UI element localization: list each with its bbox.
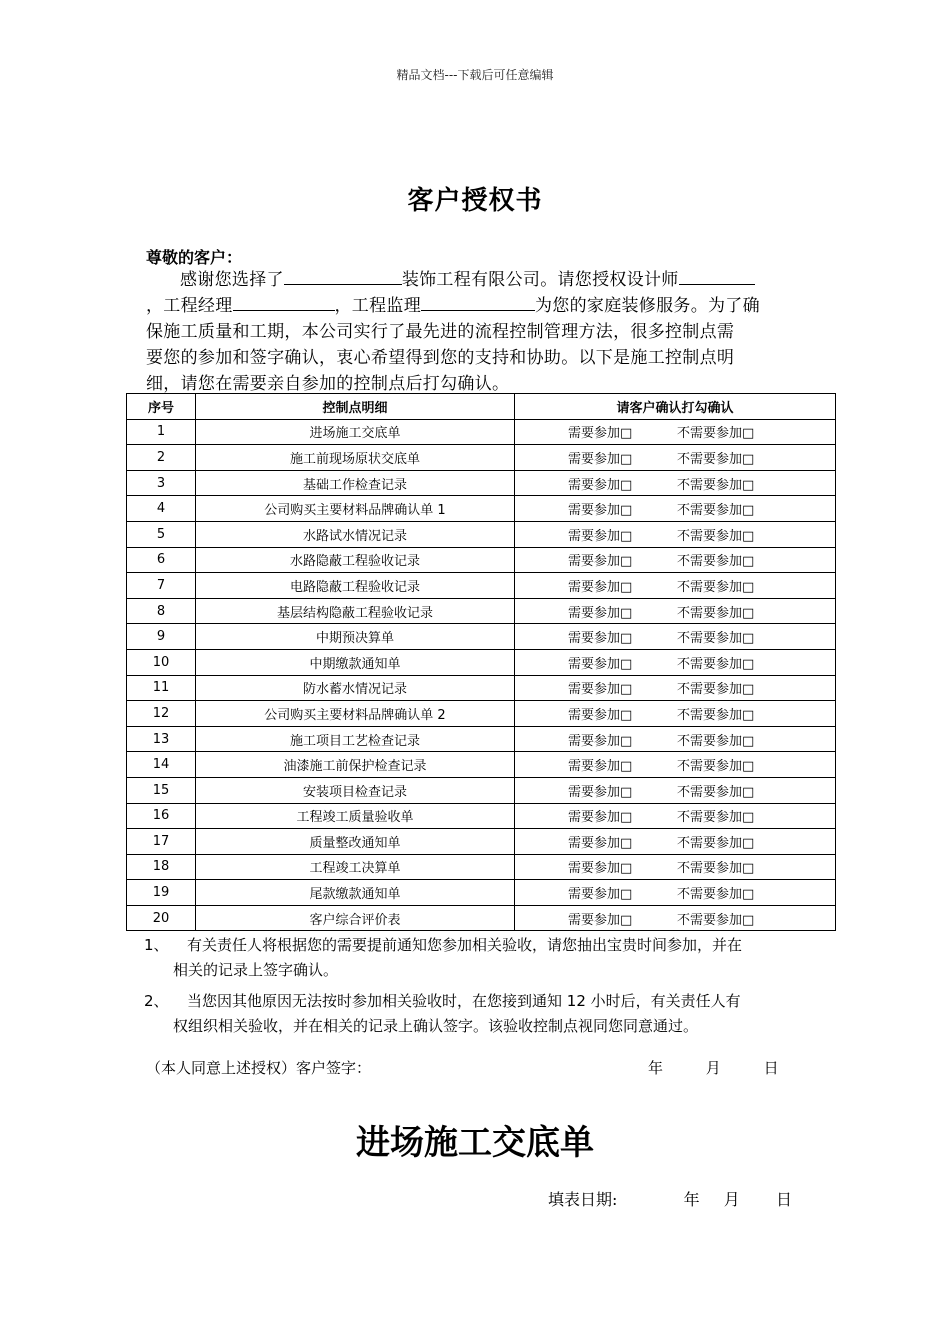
note-number: 1、 (144, 936, 169, 954)
signature-day: 日 (763, 1059, 779, 1077)
row-control-point: 施工前现场原状交底单 (196, 445, 515, 471)
table-row (127, 777, 836, 803)
table-row (127, 880, 836, 906)
need-attend-checkbox[interactable]: 需要参加□ (568, 707, 633, 723)
row-control-point: 中期预决算单 (196, 624, 515, 650)
row-control-point: 尾款缴款通知单 (196, 880, 515, 906)
row-confirm-options (515, 880, 836, 906)
need-attend-checkbox[interactable]: 需要参加□ (568, 810, 633, 826)
row-control-point: 安装项目检查记录 (196, 777, 515, 803)
manager-name-blank[interactable] (233, 294, 335, 311)
designer-name-blank[interactable] (679, 268, 755, 285)
no-need-attend-checkbox[interactable]: 不需要参加□ (677, 477, 755, 493)
row-control-point: 公司购买主要材料品牌确认单 2 (196, 701, 515, 727)
need-attend-checkbox[interactable]: 需要参加□ (568, 759, 633, 775)
row-number: 20 (127, 905, 196, 931)
table-row (127, 573, 836, 599)
no-need-attend-checkbox[interactable]: 不需要参加□ (677, 784, 755, 800)
row-confirm-options (515, 675, 836, 701)
row-confirm-options (515, 649, 836, 675)
row-control-point: 水路试水情况记录 (196, 521, 515, 547)
row-control-point: 公司购买主要材料品牌确认单 1 (196, 496, 515, 522)
row-number: 18 (127, 854, 196, 880)
row-confirm-options (515, 803, 836, 829)
no-need-attend-checkbox[interactable]: 不需要参加□ (677, 707, 755, 723)
row-control-point: 客户综合评价表 (196, 905, 515, 931)
row-number: 15 (127, 777, 196, 803)
no-need-attend-checkbox[interactable]: 不需要参加□ (677, 759, 755, 775)
signature-year: 年 (648, 1059, 664, 1077)
note-item (144, 989, 824, 1039)
page-title: 客户授权书 (407, 186, 543, 216)
need-attend-checkbox[interactable]: 需要参加□ (568, 861, 633, 877)
row-number: 3 (127, 470, 196, 496)
note-text: 有关责任人将根据您的需要提前通知您参加相关验收，请您抽出宝贵时间参加，并在 (187, 936, 743, 954)
row-control-point: 防水蓄水情况记录 (196, 675, 515, 701)
header-no: 序号 (127, 394, 196, 420)
intro-text: ，工程经理 (146, 296, 233, 316)
need-attend-checkbox[interactable]: 需要参加□ (568, 528, 633, 544)
table-header-row (127, 394, 836, 420)
no-need-attend-checkbox[interactable]: 不需要参加□ (677, 503, 755, 519)
intro-line-4: 要您的参加和签字确认，衷心希望得到您的支持和协助。以下是施工控制点明 (146, 348, 735, 368)
intro-text: 装饰工程有限公司。请您授权设计师 (401, 270, 679, 290)
row-confirm-options (515, 777, 836, 803)
note-number: 2、 (144, 992, 169, 1010)
table-row (127, 445, 836, 471)
row-number: 1 (127, 419, 196, 445)
row-number: 6 (127, 547, 196, 573)
row-control-point: 施工项目工艺检查记录 (196, 726, 515, 752)
no-need-attend-checkbox[interactable]: 不需要参加□ (677, 451, 755, 467)
need-attend-checkbox[interactable]: 需要参加□ (568, 784, 633, 800)
row-confirm-options (515, 547, 836, 573)
intro-paragraph (146, 267, 816, 397)
no-need-attend-checkbox[interactable]: 不需要参加□ (677, 426, 755, 442)
row-number: 5 (127, 521, 196, 547)
need-attend-checkbox[interactable]: 需要参加□ (568, 554, 633, 570)
fill-date-day: 日 (776, 1190, 793, 1209)
row-confirm-options (515, 445, 836, 471)
row-number: 10 (127, 649, 196, 675)
need-attend-checkbox[interactable]: 需要参加□ (568, 605, 633, 621)
table-row (127, 829, 836, 855)
no-need-attend-checkbox[interactable]: 不需要参加□ (677, 733, 755, 749)
supervisor-name-blank[interactable] (421, 294, 535, 311)
row-confirm-options (515, 521, 836, 547)
table-row (127, 854, 836, 880)
need-attend-checkbox[interactable]: 需要参加□ (568, 477, 633, 493)
table-row (127, 521, 836, 547)
fill-date-month: 月 (723, 1190, 740, 1209)
company-name-blank[interactable] (284, 268, 402, 285)
control-points-table (126, 393, 836, 931)
row-number: 13 (127, 726, 196, 752)
row-control-point: 中期缴款通知单 (196, 649, 515, 675)
row-confirm-options (515, 752, 836, 778)
intro-line-1 (146, 267, 816, 293)
table-row (127, 752, 836, 778)
intro-text: ，工程监理 (334, 296, 421, 316)
table-row (127, 547, 836, 573)
no-need-attend-checkbox[interactable]: 不需要参加□ (677, 887, 755, 903)
signature-month: 月 (705, 1059, 721, 1077)
signature-label: （本人同意上述授权）客户签字： (146, 1059, 372, 1077)
need-attend-checkbox[interactable]: 需要参加□ (568, 451, 633, 467)
no-need-attend-checkbox[interactable]: 不需要参加□ (677, 656, 755, 672)
fill-date-label: 填表日期: (548, 1190, 618, 1209)
row-confirm-options (515, 496, 836, 522)
row-confirm-options (515, 726, 836, 752)
note-item (144, 933, 824, 983)
row-number: 8 (127, 598, 196, 624)
table-row (127, 470, 836, 496)
no-need-attend-checkbox[interactable]: 不需要参加□ (677, 528, 755, 544)
row-confirm-options (515, 854, 836, 880)
need-attend-checkbox[interactable]: 需要参加□ (568, 887, 633, 903)
no-need-attend-checkbox[interactable]: 不需要参加□ (677, 682, 755, 698)
table-row (127, 649, 836, 675)
row-number: 16 (127, 803, 196, 829)
row-control-point: 基础工作检查记录 (196, 470, 515, 496)
need-attend-checkbox[interactable]: 需要参加□ (568, 579, 633, 595)
note-text: 当您因其他原因无法按时参加相关验收时，在您接到通知 12 小时后，有关责任人有 (187, 992, 741, 1010)
row-confirm-options (515, 470, 836, 496)
table-row (127, 598, 836, 624)
intro-line-2 (146, 293, 816, 319)
intro-line-5: 细，请您在需要亲自参加的控制点后打勾确认。 (146, 374, 510, 394)
table-row (127, 701, 836, 727)
row-control-point: 工程竣工质量验收单 (196, 803, 515, 829)
row-confirm-options (515, 419, 836, 445)
signature-line (146, 1057, 826, 1078)
note-text-cont: 相关的记录上签字确认。 (173, 961, 339, 979)
no-need-attend-checkbox[interactable]: 不需要参加□ (677, 912, 755, 928)
no-need-attend-checkbox[interactable]: 不需要参加□ (677, 554, 755, 570)
table-row (127, 419, 836, 445)
signature-date (648, 1057, 817, 1078)
section-title: 进场施工交底单 (356, 1123, 594, 1163)
row-number: 2 (127, 445, 196, 471)
row-confirm-options (515, 905, 836, 931)
need-attend-checkbox[interactable]: 需要参加□ (568, 656, 633, 672)
row-control-point: 进场施工交底单 (196, 419, 515, 445)
need-attend-checkbox[interactable]: 需要参加□ (568, 835, 633, 851)
no-need-attend-checkbox[interactable]: 不需要参加□ (677, 861, 755, 877)
need-attend-checkbox[interactable]: 需要参加□ (568, 503, 633, 519)
row-number: 7 (127, 573, 196, 599)
fill-date-year: 年 (683, 1190, 700, 1209)
header-item: 控制点明细 (196, 394, 515, 420)
table-row (127, 496, 836, 522)
fill-date (548, 1187, 792, 1210)
intro-text: 感谢您选择了 (180, 270, 284, 290)
no-need-attend-checkbox[interactable]: 不需要参加□ (677, 810, 755, 826)
table-row (127, 624, 836, 650)
document-header-note: 精品文档---下载后可任意编辑 (396, 68, 554, 82)
table-row (127, 675, 836, 701)
no-need-attend-checkbox[interactable]: 不需要参加□ (677, 631, 755, 647)
row-confirm-options (515, 573, 836, 599)
need-attend-checkbox[interactable]: 需要参加□ (568, 631, 633, 647)
row-number: 17 (127, 829, 196, 855)
row-confirm-options (515, 701, 836, 727)
row-number: 19 (127, 880, 196, 906)
row-confirm-options (515, 829, 836, 855)
table-row (127, 803, 836, 829)
row-number: 11 (127, 675, 196, 701)
note-text-cont: 权组织相关验收，并在相关的记录上确认签字。该验收控制点视同您同意通过。 (173, 1017, 699, 1035)
no-need-attend-checkbox[interactable]: 不需要参加□ (677, 835, 755, 851)
row-control-point: 水路隐蔽工程验收记录 (196, 547, 515, 573)
need-attend-checkbox[interactable]: 需要参加□ (568, 682, 633, 698)
row-control-point: 电路隐蔽工程验收记录 (196, 573, 515, 599)
row-number: 14 (127, 752, 196, 778)
table-row (127, 905, 836, 931)
header-confirm: 请客户确认打勾确认 (515, 394, 836, 420)
need-attend-checkbox[interactable]: 需要参加□ (568, 733, 633, 749)
row-number: 12 (127, 701, 196, 727)
need-attend-checkbox[interactable]: 需要参加□ (568, 426, 633, 442)
salutation: 尊敬的客户： (146, 248, 243, 267)
table-row (127, 726, 836, 752)
row-control-point: 基层结构隐蔽工程验收记录 (196, 598, 515, 624)
row-number: 4 (127, 496, 196, 522)
notes-section (144, 933, 824, 1045)
intro-line-3: 保施工质量和工期，本公司实行了最先进的流程控制管理方法，很多控制点需 (146, 322, 735, 342)
no-need-attend-checkbox[interactable]: 不需要参加□ (677, 605, 755, 621)
row-control-point: 质量整改通知单 (196, 829, 515, 855)
row-control-point: 油漆施工前保护检查记录 (196, 752, 515, 778)
need-attend-checkbox[interactable]: 需要参加□ (568, 912, 633, 928)
intro-text: 为您的家庭装修服务。为了确 (535, 296, 760, 316)
row-control-point: 工程竣工决算单 (196, 854, 515, 880)
row-confirm-options (515, 598, 836, 624)
row-number: 9 (127, 624, 196, 650)
no-need-attend-checkbox[interactable]: 不需要参加□ (677, 579, 755, 595)
row-confirm-options (515, 624, 836, 650)
